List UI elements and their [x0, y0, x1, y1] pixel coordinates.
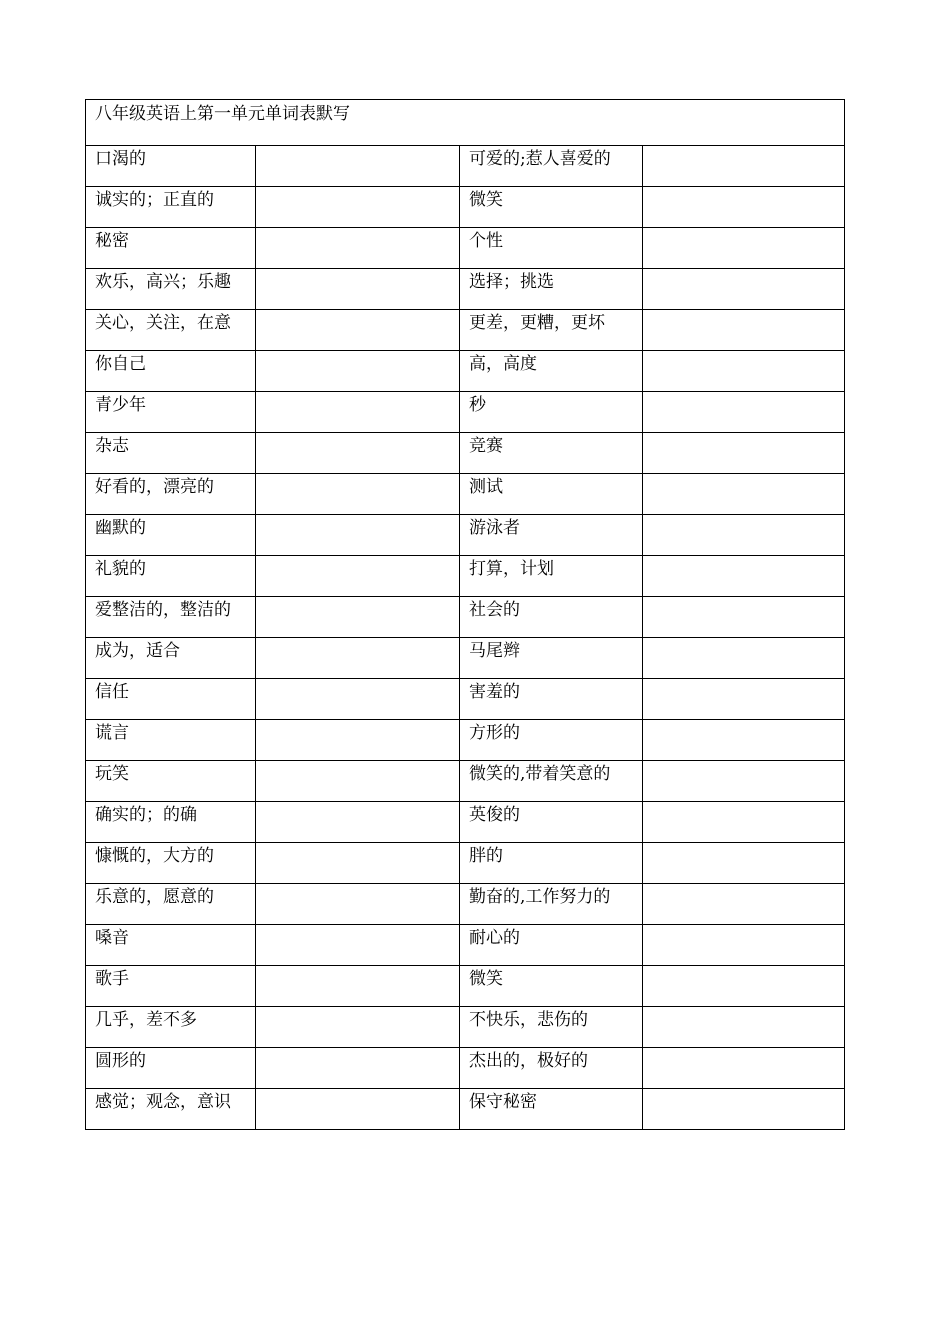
table-row: [86, 884, 845, 925]
answer-blank-cell[interactable]: [256, 433, 460, 474]
vocabulary-worksheet: [85, 99, 844, 1130]
chinese-word-cell: 微笑: [460, 187, 643, 228]
table-row: [86, 597, 845, 638]
answer-blank-cell[interactable]: [643, 638, 845, 679]
chinese-word-cell: 耐心的: [460, 925, 643, 966]
chinese-word-cell: 个性: [460, 228, 643, 269]
answer-blank-cell[interactable]: [256, 474, 460, 515]
title-row: [86, 100, 845, 146]
chinese-word-cell: 杂志: [86, 433, 256, 474]
answer-blank-cell[interactable]: [256, 802, 460, 843]
chinese-word-cell: 确实的；的确: [86, 802, 256, 843]
table-row: [86, 679, 845, 720]
chinese-word-cell: 打算，计划: [460, 556, 643, 597]
answer-blank-cell[interactable]: [643, 392, 845, 433]
chinese-word-cell: 几乎，差不多: [86, 1007, 256, 1048]
answer-blank-cell[interactable]: [256, 1089, 460, 1130]
chinese-word-cell: 乐意的，愿意的: [86, 884, 256, 925]
table-row: [86, 515, 845, 556]
chinese-word-cell: 爱整洁的，整洁的: [86, 597, 256, 638]
chinese-word-cell: 马尾辫: [460, 638, 643, 679]
answer-blank-cell[interactable]: [643, 515, 845, 556]
answer-blank-cell[interactable]: [256, 925, 460, 966]
answer-blank-cell[interactable]: [643, 269, 845, 310]
answer-blank-cell[interactable]: [256, 679, 460, 720]
chinese-word-cell: 口渴的: [86, 146, 256, 187]
answer-blank-cell[interactable]: [643, 761, 845, 802]
chinese-word-cell: 青少年: [86, 392, 256, 433]
answer-blank-cell[interactable]: [256, 392, 460, 433]
answer-blank-cell[interactable]: [643, 802, 845, 843]
answer-blank-cell[interactable]: [643, 228, 845, 269]
answer-blank-cell[interactable]: [256, 269, 460, 310]
chinese-word-cell: 玩笑: [86, 761, 256, 802]
answer-blank-cell[interactable]: [643, 474, 845, 515]
answer-blank-cell[interactable]: [256, 597, 460, 638]
answer-blank-cell[interactable]: [256, 1048, 460, 1089]
chinese-word-cell: 高，高度: [460, 351, 643, 392]
answer-blank-cell[interactable]: [643, 187, 845, 228]
table-row: [86, 474, 845, 515]
answer-blank-cell[interactable]: [256, 228, 460, 269]
chinese-word-cell: 成为，适合: [86, 638, 256, 679]
answer-blank-cell[interactable]: [643, 146, 845, 187]
chinese-word-cell: 感觉；观念，意识: [86, 1089, 256, 1130]
answer-blank-cell[interactable]: [643, 597, 845, 638]
table-row: [86, 761, 845, 802]
chinese-word-cell: 勤奋的,工作努力的: [460, 884, 643, 925]
table-row: [86, 433, 845, 474]
chinese-word-cell: 欢乐，高兴；乐趣: [86, 269, 256, 310]
table-row: [86, 228, 845, 269]
chinese-word-cell: 关心，关注，在意: [86, 310, 256, 351]
answer-blank-cell[interactable]: [256, 843, 460, 884]
answer-blank-cell[interactable]: [643, 720, 845, 761]
chinese-word-cell: 歌手: [86, 966, 256, 1007]
table-row: [86, 720, 845, 761]
chinese-word-cell: 害羞的: [460, 679, 643, 720]
chinese-word-cell: 秘密: [86, 228, 256, 269]
chinese-word-cell: 谎言: [86, 720, 256, 761]
chinese-word-cell: 好看的，漂亮的: [86, 474, 256, 515]
worksheet-title: 八年级英语上第一单元单词表默写: [86, 100, 845, 146]
table-row: [86, 146, 845, 187]
answer-blank-cell[interactable]: [643, 1089, 845, 1130]
answer-blank-cell[interactable]: [256, 720, 460, 761]
answer-blank-cell[interactable]: [643, 433, 845, 474]
answer-blank-cell[interactable]: [256, 638, 460, 679]
answer-blank-cell[interactable]: [256, 310, 460, 351]
table-row: [86, 351, 845, 392]
answer-blank-cell[interactable]: [256, 556, 460, 597]
chinese-word-cell: 社会的: [460, 597, 643, 638]
answer-blank-cell[interactable]: [256, 966, 460, 1007]
answer-blank-cell[interactable]: [643, 556, 845, 597]
answer-blank-cell[interactable]: [643, 884, 845, 925]
answer-blank-cell[interactable]: [643, 679, 845, 720]
chinese-word-cell: 可爱的;惹人喜爱的: [460, 146, 643, 187]
table-row: [86, 556, 845, 597]
chinese-word-cell: 不快乐，悲伤的: [460, 1007, 643, 1048]
answer-blank-cell[interactable]: [643, 1048, 845, 1089]
table-row: [86, 1089, 845, 1130]
chinese-word-cell: 微笑的,带着笑意的: [460, 761, 643, 802]
table-row: [86, 310, 845, 351]
answer-blank-cell[interactable]: [256, 1007, 460, 1048]
chinese-word-cell: 嗓音: [86, 925, 256, 966]
table-row: [86, 269, 845, 310]
chinese-word-cell: 微笑: [460, 966, 643, 1007]
chinese-word-cell: 竞赛: [460, 433, 643, 474]
answer-blank-cell[interactable]: [256, 761, 460, 802]
answer-blank-cell[interactable]: [643, 351, 845, 392]
table-row: [86, 843, 845, 884]
chinese-word-cell: 测试: [460, 474, 643, 515]
chinese-word-cell: 胖的: [460, 843, 643, 884]
chinese-word-cell: 慷慨的，大方的: [86, 843, 256, 884]
chinese-word-cell: 方形的: [460, 720, 643, 761]
answer-blank-cell[interactable]: [643, 925, 845, 966]
chinese-word-cell: 杰出的，极好的: [460, 1048, 643, 1089]
chinese-word-cell: 保守秘密: [460, 1089, 643, 1130]
vocabulary-table: [85, 99, 845, 1130]
answer-blank-cell[interactable]: [256, 515, 460, 556]
table-row: [86, 802, 845, 843]
table-row: [86, 1048, 845, 1089]
answer-blank-cell[interactable]: [256, 351, 460, 392]
chinese-word-cell: 英俊的: [460, 802, 643, 843]
chinese-word-cell: 你自己: [86, 351, 256, 392]
chinese-word-cell: 幽默的: [86, 515, 256, 556]
table-row: [86, 966, 845, 1007]
table-row: [86, 187, 845, 228]
answer-blank-cell[interactable]: [643, 1007, 845, 1048]
chinese-word-cell: 诚实的；正直的: [86, 187, 256, 228]
answer-blank-cell[interactable]: [643, 843, 845, 884]
chinese-word-cell: 信任: [86, 679, 256, 720]
table-row: [86, 925, 845, 966]
answer-blank-cell[interactable]: [256, 146, 460, 187]
chinese-word-cell: 更差，更糟，更坏: [460, 310, 643, 351]
chinese-word-cell: 圆形的: [86, 1048, 256, 1089]
answer-blank-cell[interactable]: [256, 884, 460, 925]
answer-blank-cell[interactable]: [643, 966, 845, 1007]
chinese-word-cell: 游泳者: [460, 515, 643, 556]
table-row: [86, 1007, 845, 1048]
chinese-word-cell: 礼貌的: [86, 556, 256, 597]
table-row: [86, 638, 845, 679]
table-row: [86, 392, 845, 433]
chinese-word-cell: 秒: [460, 392, 643, 433]
answer-blank-cell[interactable]: [256, 187, 460, 228]
chinese-word-cell: 选择；挑选: [460, 269, 643, 310]
answer-blank-cell[interactable]: [643, 310, 845, 351]
